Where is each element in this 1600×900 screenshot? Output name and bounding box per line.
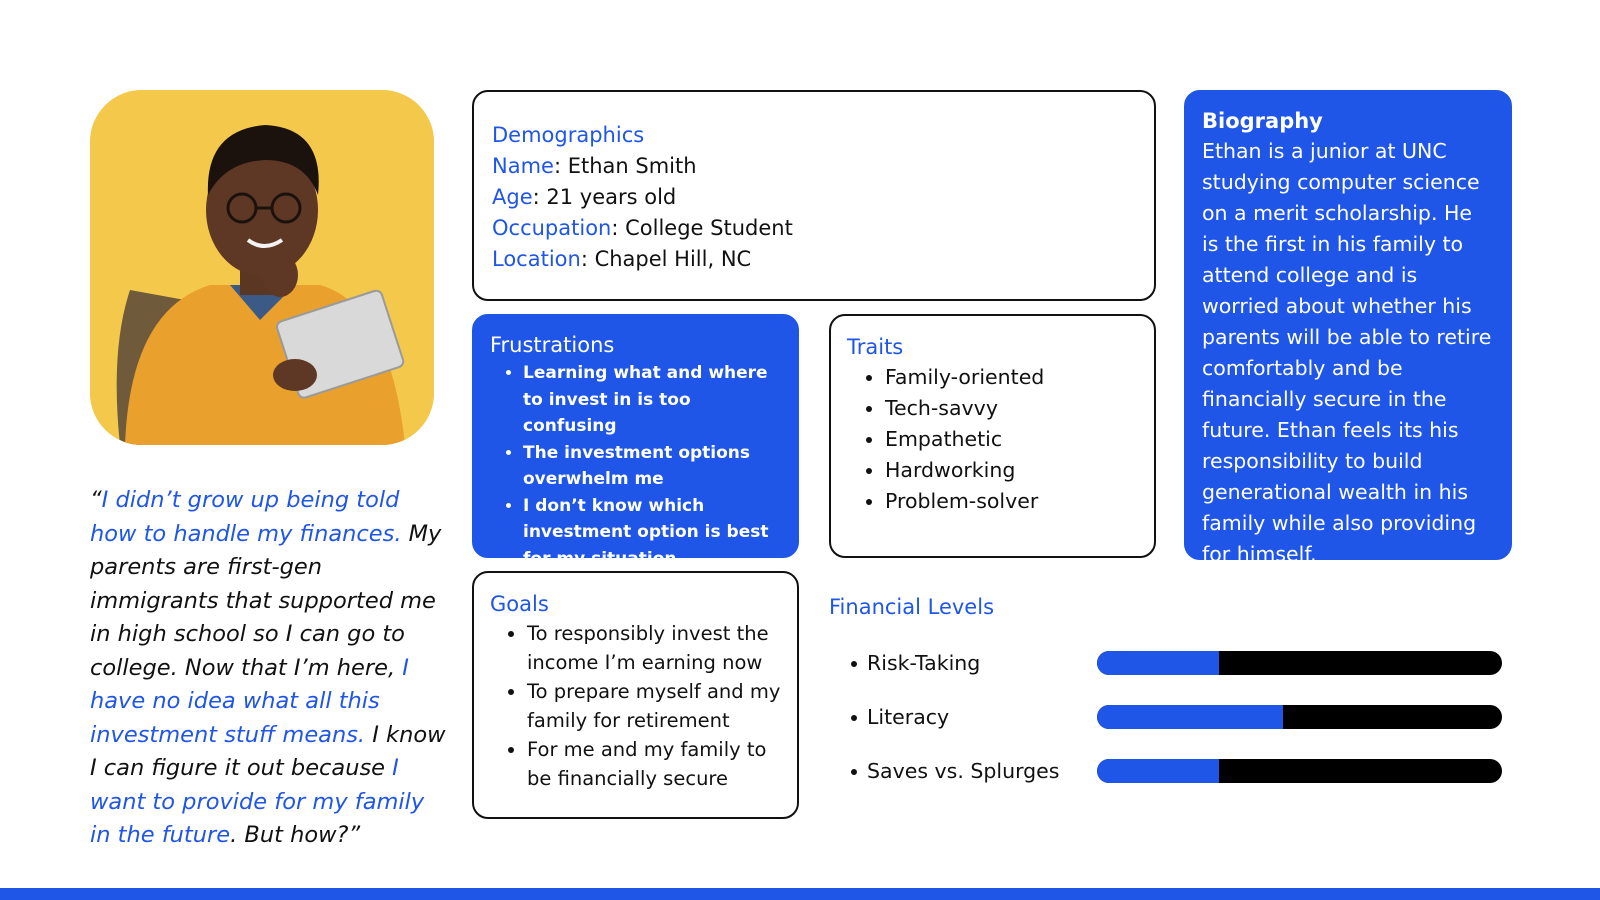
demographics-heading: Demographics bbox=[492, 123, 645, 147]
demographics-age-row bbox=[492, 182, 1136, 213]
name-label: Name bbox=[492, 154, 554, 178]
list-item: • Empathetic bbox=[885, 424, 1138, 455]
footer-accent-bar bbox=[0, 888, 1600, 900]
list-item: • Problem-solver bbox=[885, 486, 1138, 517]
frustrations-card bbox=[472, 314, 799, 569]
age-label: Age bbox=[492, 185, 533, 209]
quote-highlight: I didn’t grow up being told how to handle my finances. bbox=[90, 487, 402, 547]
name-value: : Ethan Smith bbox=[553, 154, 697, 178]
age-value: : 21 years old bbox=[532, 185, 677, 209]
quote-part: I know I can figure it out because bbox=[90, 721, 446, 781]
biography-heading: Biography bbox=[1202, 109, 1323, 133]
traits-card bbox=[829, 314, 1156, 558]
list-item: • The investment options overwhelm me bbox=[523, 440, 781, 493]
list-item: • Family-oriented bbox=[885, 362, 1138, 393]
persona-quote bbox=[90, 484, 450, 853]
level-bar-fill bbox=[1097, 759, 1219, 783]
occupation-value: : College Student bbox=[611, 216, 793, 240]
financial-level-literacy bbox=[829, 702, 1509, 732]
list-item: • To prepare myself and my family for retirement bbox=[527, 677, 781, 735]
location-label: Location bbox=[492, 247, 581, 271]
financial-levels-heading: Financial Levels bbox=[829, 595, 995, 619]
biography-body: Ethan is a junior at UNC studying computer science on a merit scholarship. He is the first in his family to attend college and is worried about whether his parents will be able to retire comfortably and be financially secure in the future. Ethan feels its his responsibility to build generational wealth in his family while also providing for himself. bbox=[1202, 139, 1492, 566]
financial-level-label: Risk-Taking bbox=[829, 648, 980, 678]
quote-part: . But how?” bbox=[230, 822, 361, 848]
occupation-label: Occupation bbox=[492, 216, 612, 240]
demographics-card bbox=[472, 90, 1156, 301]
demographics-occupation-row bbox=[492, 213, 1136, 244]
quote-highlight: I want to provide for my family in the future bbox=[90, 755, 425, 848]
level-bar-fill bbox=[1097, 705, 1283, 729]
traits-heading: Traits bbox=[847, 335, 904, 359]
list-item: • Learning what and where to invest in is too confusing bbox=[523, 360, 781, 440]
traits-list bbox=[847, 362, 1138, 517]
list-item: • I don’t know which investment option is best for my situation bbox=[523, 493, 781, 573]
financial-level-saves-vs-splurges bbox=[829, 756, 1509, 786]
quote-part: My parents are first-gen immigrants that supported me in high school so I can go to college. Now that I’m here, bbox=[90, 520, 442, 681]
frustrations-list bbox=[490, 360, 781, 572]
goals-card bbox=[472, 571, 799, 819]
goals-list bbox=[490, 619, 781, 793]
list-item: • Hardworking bbox=[885, 455, 1138, 486]
goals-heading: Goals bbox=[490, 592, 549, 616]
financial-level-label: Saves vs. Splurges bbox=[829, 756, 1059, 786]
frustrations-heading: Frustrations bbox=[490, 333, 615, 357]
financial-level-label: Literacy bbox=[829, 702, 949, 732]
quote-highlight: I have no idea what all this investment stuff means. bbox=[90, 654, 409, 748]
persona-photo bbox=[90, 90, 434, 445]
quote-part: “ bbox=[90, 487, 102, 513]
financial-level-risk-taking bbox=[829, 648, 1509, 678]
list-item: • To responsibly invest the income I’m earning now bbox=[527, 619, 781, 677]
list-item: • Tech-savvy bbox=[885, 393, 1138, 424]
demographics-name-row bbox=[492, 151, 1136, 182]
level-bar-track bbox=[1097, 705, 1502, 729]
level-bar-track bbox=[1097, 759, 1502, 783]
level-bar-fill bbox=[1097, 651, 1219, 675]
biography-card bbox=[1184, 90, 1512, 566]
demographics-location-row bbox=[492, 244, 1136, 275]
level-bar-track bbox=[1097, 651, 1502, 675]
list-item: • For me and my family to be financially secure bbox=[527, 735, 781, 793]
location-value: : Chapel Hill, NC bbox=[580, 247, 752, 271]
persona-illustration bbox=[90, 90, 434, 445]
